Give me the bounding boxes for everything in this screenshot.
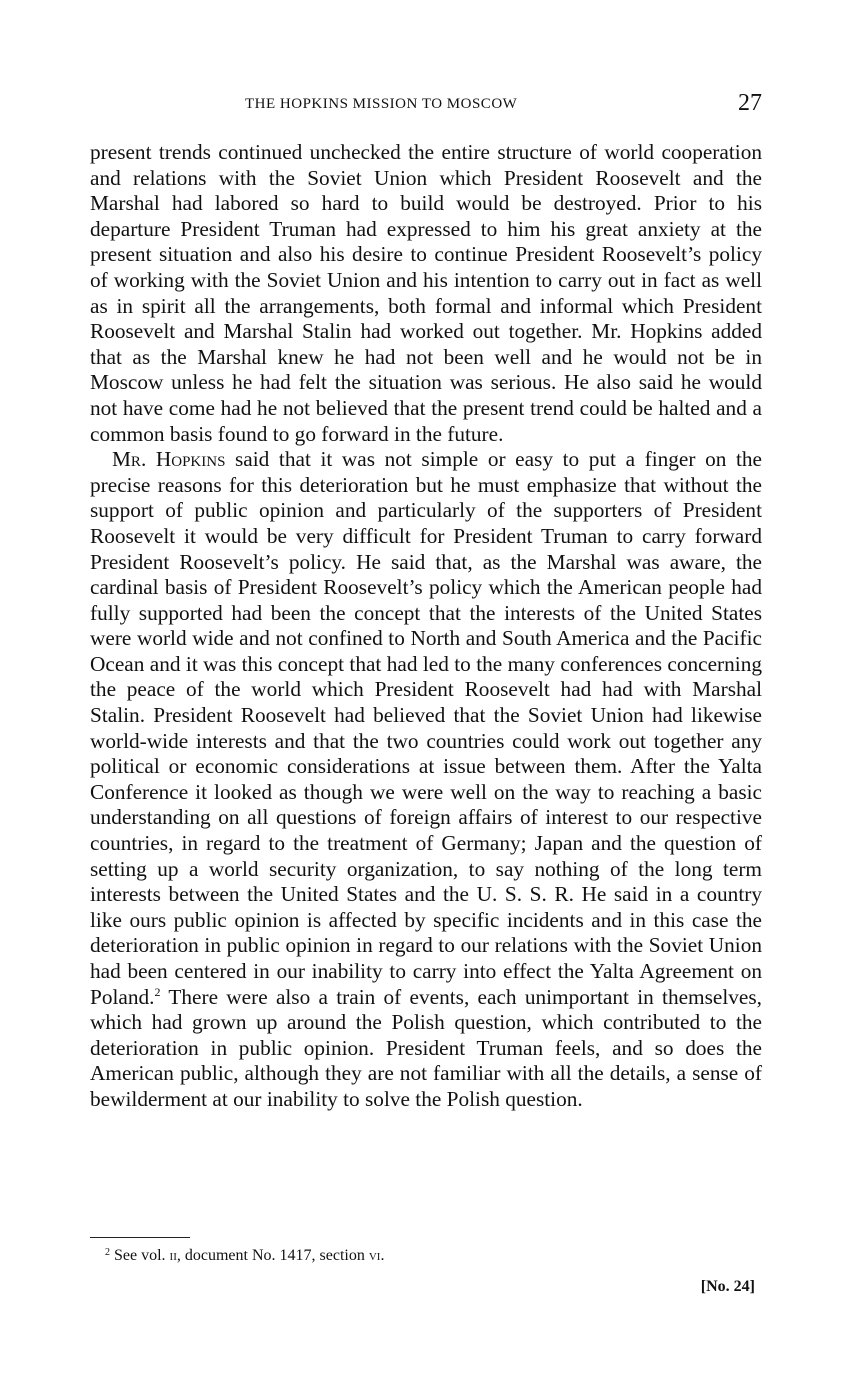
- page-header: [90, 90, 762, 120]
- footnote-volume: ii: [169, 1247, 177, 1264]
- paragraph-2-text: said that it was not simple or easy to put a finger on the precise reasons for this deterioration but he must emphasize that without the support of public opinion and particularly of the supporters of President Roosevelt it would be very difficult for President Truman to carry forward President Roosevelt’s policy. He said that, as the Marshal was aware, the cardinal basis of President Roosevelt’s policy which the American people had fully supported had been the concept that the interests of the United States were world wide and not confined to North and South America and the Pacific Ocean and it was this concept that had led to the many conferences concerning the peace of the world which President Roosevelt had had with Marshal Stalin. President Roosevelt had believed that the Soviet Union had likewise world-wide interests and that the two countries could work out together any political or economic considerations at issue between them. After the Yalta Conference it looked as though we were well on the way to reaching a basic understanding on all questions of foreign affairs of interest to our respective countries, in regard to the treatment of Germany; Japan and the question of setting up a world security organization, to say nothing of the long term interests between the United States and the U. S. S. R. He said in a country like ours public opinion is affected by specific incidents and in this case the deterioration in public opinion in regard to our relations with the Soviet Union had been centered in our inability to carry into effect the Yalta Agreement on Poland.: [90, 447, 762, 1009]
- page-number: 27: [738, 90, 762, 116]
- printer-signature-mark: [No. 24]: [700, 1278, 755, 1295]
- paragraph-2-continued: There were also a train of events, each unimportant in themselves, which had grown up around the Polish question, which contributed to the deterioration in public opinion. President Truman feels, and so does the American public, although they are not familiar with all the details, a sense of bewilderment at our inability to solve the Polish question.: [90, 984, 762, 1111]
- paragraph-2: [90, 447, 762, 1112]
- footnote-marker: 2: [105, 1247, 110, 1258]
- footnote: [105, 1247, 384, 1265]
- body-text: [90, 140, 762, 1113]
- footnote-reference: 2: [154, 984, 161, 999]
- running-head: THE HOPKINS MISSION TO MOSCOW: [245, 96, 518, 112]
- speaker-name: Mr. Hopkins: [112, 447, 226, 472]
- paragraph-1: [90, 140, 762, 447]
- footnote-text-after: .: [380, 1247, 385, 1264]
- footnote-section: vi: [368, 1247, 381, 1264]
- footnote-text-before: See vol.: [114, 1247, 170, 1264]
- paragraph-1-text: present trends continued unchecked the entire structure of world cooperation and relations with the Soviet Union which President Roosevelt and the Marshal had labored so hard to build would be destroyed. Prior to his departure President Truman had expressed to him his great anxiety at the present situation and also his desire to continue President Roosevelt’s policy of working with the Soviet Union and his intention to carry out in fact as well as in spirit all the arrangements, both formal and informal which President Roosevelt and Marshal Stalin had worked out together. Mr. Hopkins added that as the Marshal knew he had not been well and he would not be in Moscow unless he had felt the situation was serious. He also said he would not have come had he not believed that the present trend could be halted and a common basis found to go forward in the future.: [90, 140, 762, 446]
- footnote-text-mid: , document No. 1417, section: [176, 1247, 369, 1264]
- footnote-rule: [90, 1237, 190, 1238]
